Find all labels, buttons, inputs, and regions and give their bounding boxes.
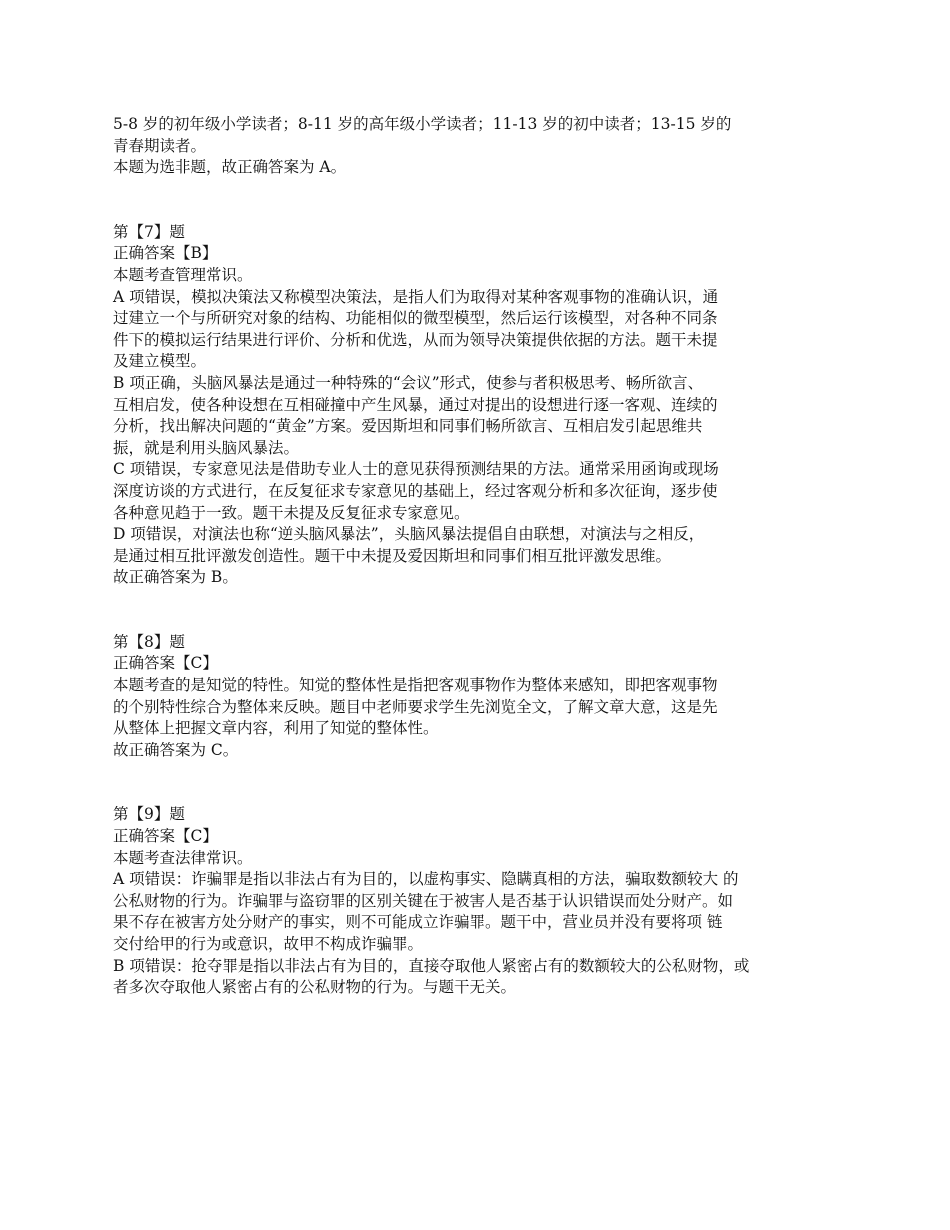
- text-line: B 项正确，头脑风暴法是通过一种特殊的“会议”形式，使参与者积极思考、畅所欲言、: [113, 373, 704, 392]
- correct-answer: 正确答案【C】: [113, 827, 218, 846]
- text-line: A 项错误：诈骗罪是指以非法占有为目的，以虚构事实、隐瞒真相的方法，骗取数额较大 的: [113, 870, 739, 889]
- text-line: B 项错误：抢夺罪是指以非法占有为目的，直接夺取他人紧密占有的数额较大的公私财物，或: [113, 956, 750, 975]
- text-line: 分析，找出解决问题的“黄金”方案。爱因斯坦和同事们畅所欲言、互相启发引起思维共: [113, 417, 703, 436]
- text-line: 互相启发，使各种设想在互相碰撞中产生风暴，通过对提出的设想进行逐一客观、连续的: [113, 395, 718, 414]
- text-line: 故正确答案为 C。: [113, 740, 239, 759]
- text-line: 故正确答案为 B。: [113, 568, 238, 587]
- text-line: 青春期读者。: [113, 136, 207, 155]
- text-line: 交付给甲的行为或意识，故甲不构成诈骗罪。: [113, 935, 424, 953]
- question-title: 第【7】题: [113, 222, 185, 241]
- text-line: A 项错误，模拟决策法又称模型决策法，是指人们为取得对某种客观事物的准确认识，通: [113, 287, 719, 306]
- text-line: 公私财物的行为。诈骗罪与盗窃罪的区别关键在于被害人是否基于认识错误而处分财产。如: [113, 891, 734, 910]
- text-line: C 项错误，专家意见法是借助专业人士的意见获得预测结果的方法。通常采用函询或现场: [113, 460, 719, 479]
- text-line: 过建立一个与所研究对象的结构、功能相似的微型模型，然后运行该模型，对各种不同条: [113, 309, 718, 328]
- text-line: 件下的模拟运行结果进行评价、分析和优选，从而为领导决策提供依据的方法。题干未提: [113, 330, 718, 349]
- text-line: 的个别特性综合为整体来反映。题目中老师要求学生先浏览全文，了解文章大意，这是先: [113, 697, 718, 716]
- text-line: 本题考查法律常识。: [113, 848, 253, 867]
- text-line: 果不存在被害方处分财产的事实，则不可能成立诈骗罪。题干中，营业员并没有要将项 链: [113, 913, 723, 932]
- text-line: 5-8 岁的初年级小学读者；8-11 岁的高年级小学读者；11-13 岁的初中读者；13-15 岁的: [113, 115, 732, 133]
- text-line: 本题考查管理常识。: [113, 265, 253, 284]
- text-line: 深度访谈的方式进行，在反复征求专家意见的基础上，经过客观分析和多次征询，逐步使: [113, 481, 718, 500]
- question-title: 第【9】题: [113, 805, 185, 824]
- document-page: [113, 114, 853, 999]
- question-title: 第【8】题: [113, 632, 185, 651]
- text-line: 本题为选非题，故正确答案为 A。: [113, 158, 347, 177]
- question-7-section: [113, 222, 853, 589]
- text-line: 本题考查的是知觉的特性。知觉的整体性是指把客观事物作为整体来感知，即把客观事物: [113, 676, 718, 695]
- correct-answer: 正确答案【B】: [113, 244, 218, 263]
- text-line: 及建立模型。: [113, 352, 207, 371]
- text-line: 是通过相互批评激发创造性。题干中未提及爱因斯坦和同事们相互批评激发思维。: [113, 546, 672, 565]
- question-8-section: [113, 632, 853, 762]
- text-line: D 项错误，对演法也称“逆头脑风暴法”，头脑风暴法提倡自由联想，对演法与之相反，: [113, 525, 705, 544]
- question-9-section: [113, 804, 853, 998]
- text-line: 从整体上把握文章内容，利用了知觉的整体性。: [113, 719, 439, 738]
- text-line: 振，就是利用头脑风暴法。: [113, 438, 300, 457]
- text-line: 者多次夺取他人紧密占有的公私财物的行为。与题干无关。: [113, 978, 517, 997]
- text-line: 各种意见趋于一致。题干未提及反复征求专家意见。: [113, 503, 470, 522]
- correct-answer: 正确答案【C】: [113, 654, 218, 673]
- intro-section: [113, 114, 853, 179]
